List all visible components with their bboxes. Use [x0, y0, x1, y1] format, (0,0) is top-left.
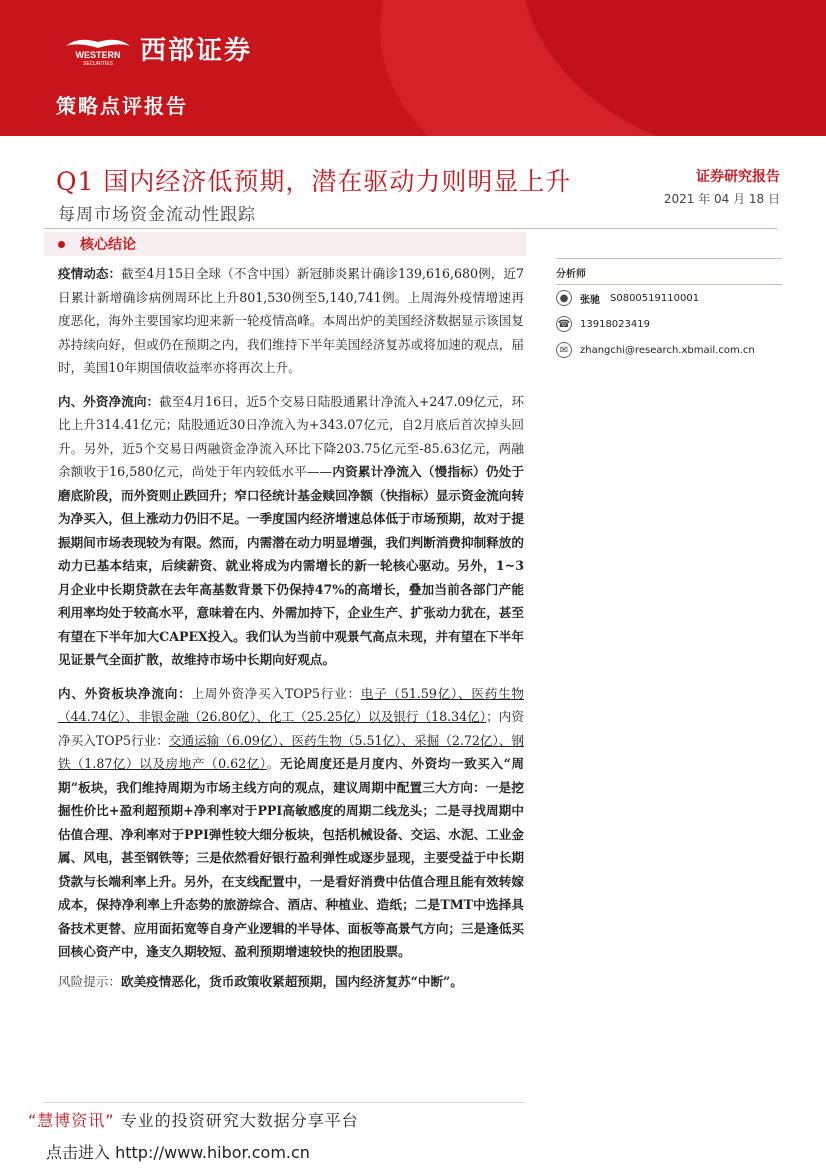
paragraph-heading: 内、外资板块净流向： — [58, 685, 192, 701]
section-label: 核心结论 — [80, 237, 136, 253]
western-logo-icon — [58, 34, 138, 66]
watermark-slogan: 专业的投资研究大数据分享平台 — [120, 1111, 359, 1130]
report-title: Q1 国内经济低预期，潜在驱动力则明显上升 — [56, 167, 572, 196]
analyst-phone: 13918023419 — [580, 318, 650, 330]
svg-text:SECURITIES: SECURITIES — [82, 61, 114, 66]
header-band — [0, 0, 826, 136]
paragraph-text: ；内资净买入TOP5行业： — [58, 709, 524, 748]
paragraph-sector-flow — [58, 682, 524, 964]
brand-name: 西部证券 — [140, 36, 253, 66]
risk-note — [58, 970, 524, 994]
analyst-cert: S0800519110001 — [610, 292, 700, 304]
paragraph-heading: 疫情动态： — [58, 266, 122, 281]
divider — [44, 1102, 524, 1103]
paragraph-epidemic — [58, 262, 524, 380]
watermark-line — [28, 1108, 359, 1131]
report-date: 2021 年 04 月 18 日 — [663, 192, 780, 206]
section-header — [44, 232, 526, 256]
analyst-phone-row — [556, 311, 786, 337]
report-type: 策略点评报告 — [56, 94, 188, 118]
paragraph-text: 截至4月15日全球（不含中国）新冠肺炎累计确诊139,616,680例，近7日累计新增确诊病例周环比上升801,530例至5,140,741例。上周海外疫情增速再度恶化，海外主要国家均迎来新一轮疫情高峰。本周出炉的美国经济数据显示该国复苏持续向好，但或仍在预期之内，我们维持下半年美国经济复苏或将加速的观点，届时，美国10年期国债收益率亦将再次上升。 — [58, 266, 525, 375]
watermark-enter: 点击进入 — [46, 1143, 111, 1162]
analyst-name-row — [556, 285, 786, 311]
bullet-icon — [58, 241, 65, 248]
paragraph-text: 。 — [266, 756, 280, 771]
mail-icon: ✉ — [556, 342, 572, 358]
analyst-heading: 分析师 — [556, 269, 586, 280]
domestic-top5-list: 交通运输（6.09亿）、医药生物（5.51亿）、采掘（2.72亿）、钢铁（1.87亿）以及房地产（0.62亿） — [58, 732, 524, 771]
analyst-name: 张驰 — [580, 294, 600, 306]
analyst-email[interactable]: zhangchi@research.xbmail.com.cn — [580, 344, 755, 356]
watermark-link-line — [46, 1140, 310, 1163]
risk-label: 风险提示： — [58, 973, 121, 989]
analyst-email-row — [556, 337, 786, 363]
person-icon: ● — [556, 290, 572, 306]
foreign-top5-list: 电子（51.59亿）、医药生物（44.74亿）、非银金融（26.80亿）、化工（25.25亿）以及银行（18.34亿） — [58, 685, 525, 724]
risk-text: 欧美疫情恶化，货币政策收紧超预期，国内经济复苏“中断”。 — [120, 973, 463, 989]
paragraph-capital-flow — [58, 390, 524, 672]
analyst-panel — [556, 258, 786, 363]
paragraph-text: 截至4月16日，近5个交易日陆股通累计净流入+247.09亿元，环比上升314.41亿元；陆股通近30日净流入为+343.07亿元，自2月底后首次掉头回升。另外，近5个交易日两融资金净流入环比下降203.75亿元至-85.63亿元，两融余额收于16,580亿元，尚处于年内较低水平—— — [58, 393, 525, 479]
watermark-url[interactable]: http://www.hibor.com.cn — [115, 1143, 310, 1162]
main-content — [58, 262, 524, 993]
divider — [44, 228, 778, 229]
paragraph-bold-text: 无论周度还是月度内、外资均一致买入“周期”板块，我们维持周期为市场主线方向的观点，建议周期中配置三大方向：一是挖掘性价比+盈利超预期+净利率对于PPI高敏感度的周期二线龙头；二是寻找周期中估值合理、净利率对于PPI弹性较大细分板块，包括机械设备、交运、水泥、工业金属、风电，甚至钢铁等；三是依然看好银行盈利弹性或逐步显现，主要受益于中长期贷款与长端利率上升。另外，在支线配置中，一是看好消费中估值合理且能有效转嫁成本，保持净利率上升态势的旅游综合、酒店、种植业、造纸；二是TMT中选择具备技术更替、应用面拓宽等自身产业逻辑的半导体、面板等高景气方向；三是逢低买回核心资产中，逢支久期较短、盈利预期增速较快的抱团股票。 — [58, 756, 524, 959]
svg-text:WESTERN: WESTERN — [75, 50, 121, 60]
report-subtitle: 每周市场资金流动性跟踪 — [58, 205, 256, 225]
paragraph-heading: 内、外资净流向： — [58, 393, 160, 409]
paragraph-bold-text: 内资累计净流入（慢指标）仍处于磨底阶段，而外资则止跌回升；窄口径统计基金赎回净额（快指标）显示资金流向转为净买入，但上涨动力仍旧不足。一季度国内经济增速总体低于市场预期，故对于提振期间市场表现较为有限。然而，内需潜在动力明显增强，我们判断消费抑制释放的动力已基本结束，后续薪资、就业将成为内需增长的新一轮核心驱动。另外，1~3月企业中长期贷款在去年高基数背景下仍保持47%的高增长，叠加当前各部门产能利用率均处于较高水平，意味着在内、外需加持下，企业生产、扩张动力犹在，甚至有望在下半年加大CAPEX投入。我们认为当前中观景气高点未现，并有望在下半年见证景气全面扩散，故维持市场中长期向好观点。 — [58, 464, 524, 667]
paragraph-text: 上周外资净买入TOP5行业： — [191, 685, 361, 701]
phone-icon: ☎ — [556, 316, 572, 332]
watermark-brand: “慧博资讯” — [28, 1111, 115, 1130]
doc-kind: 证券研究报告 — [696, 169, 780, 185]
